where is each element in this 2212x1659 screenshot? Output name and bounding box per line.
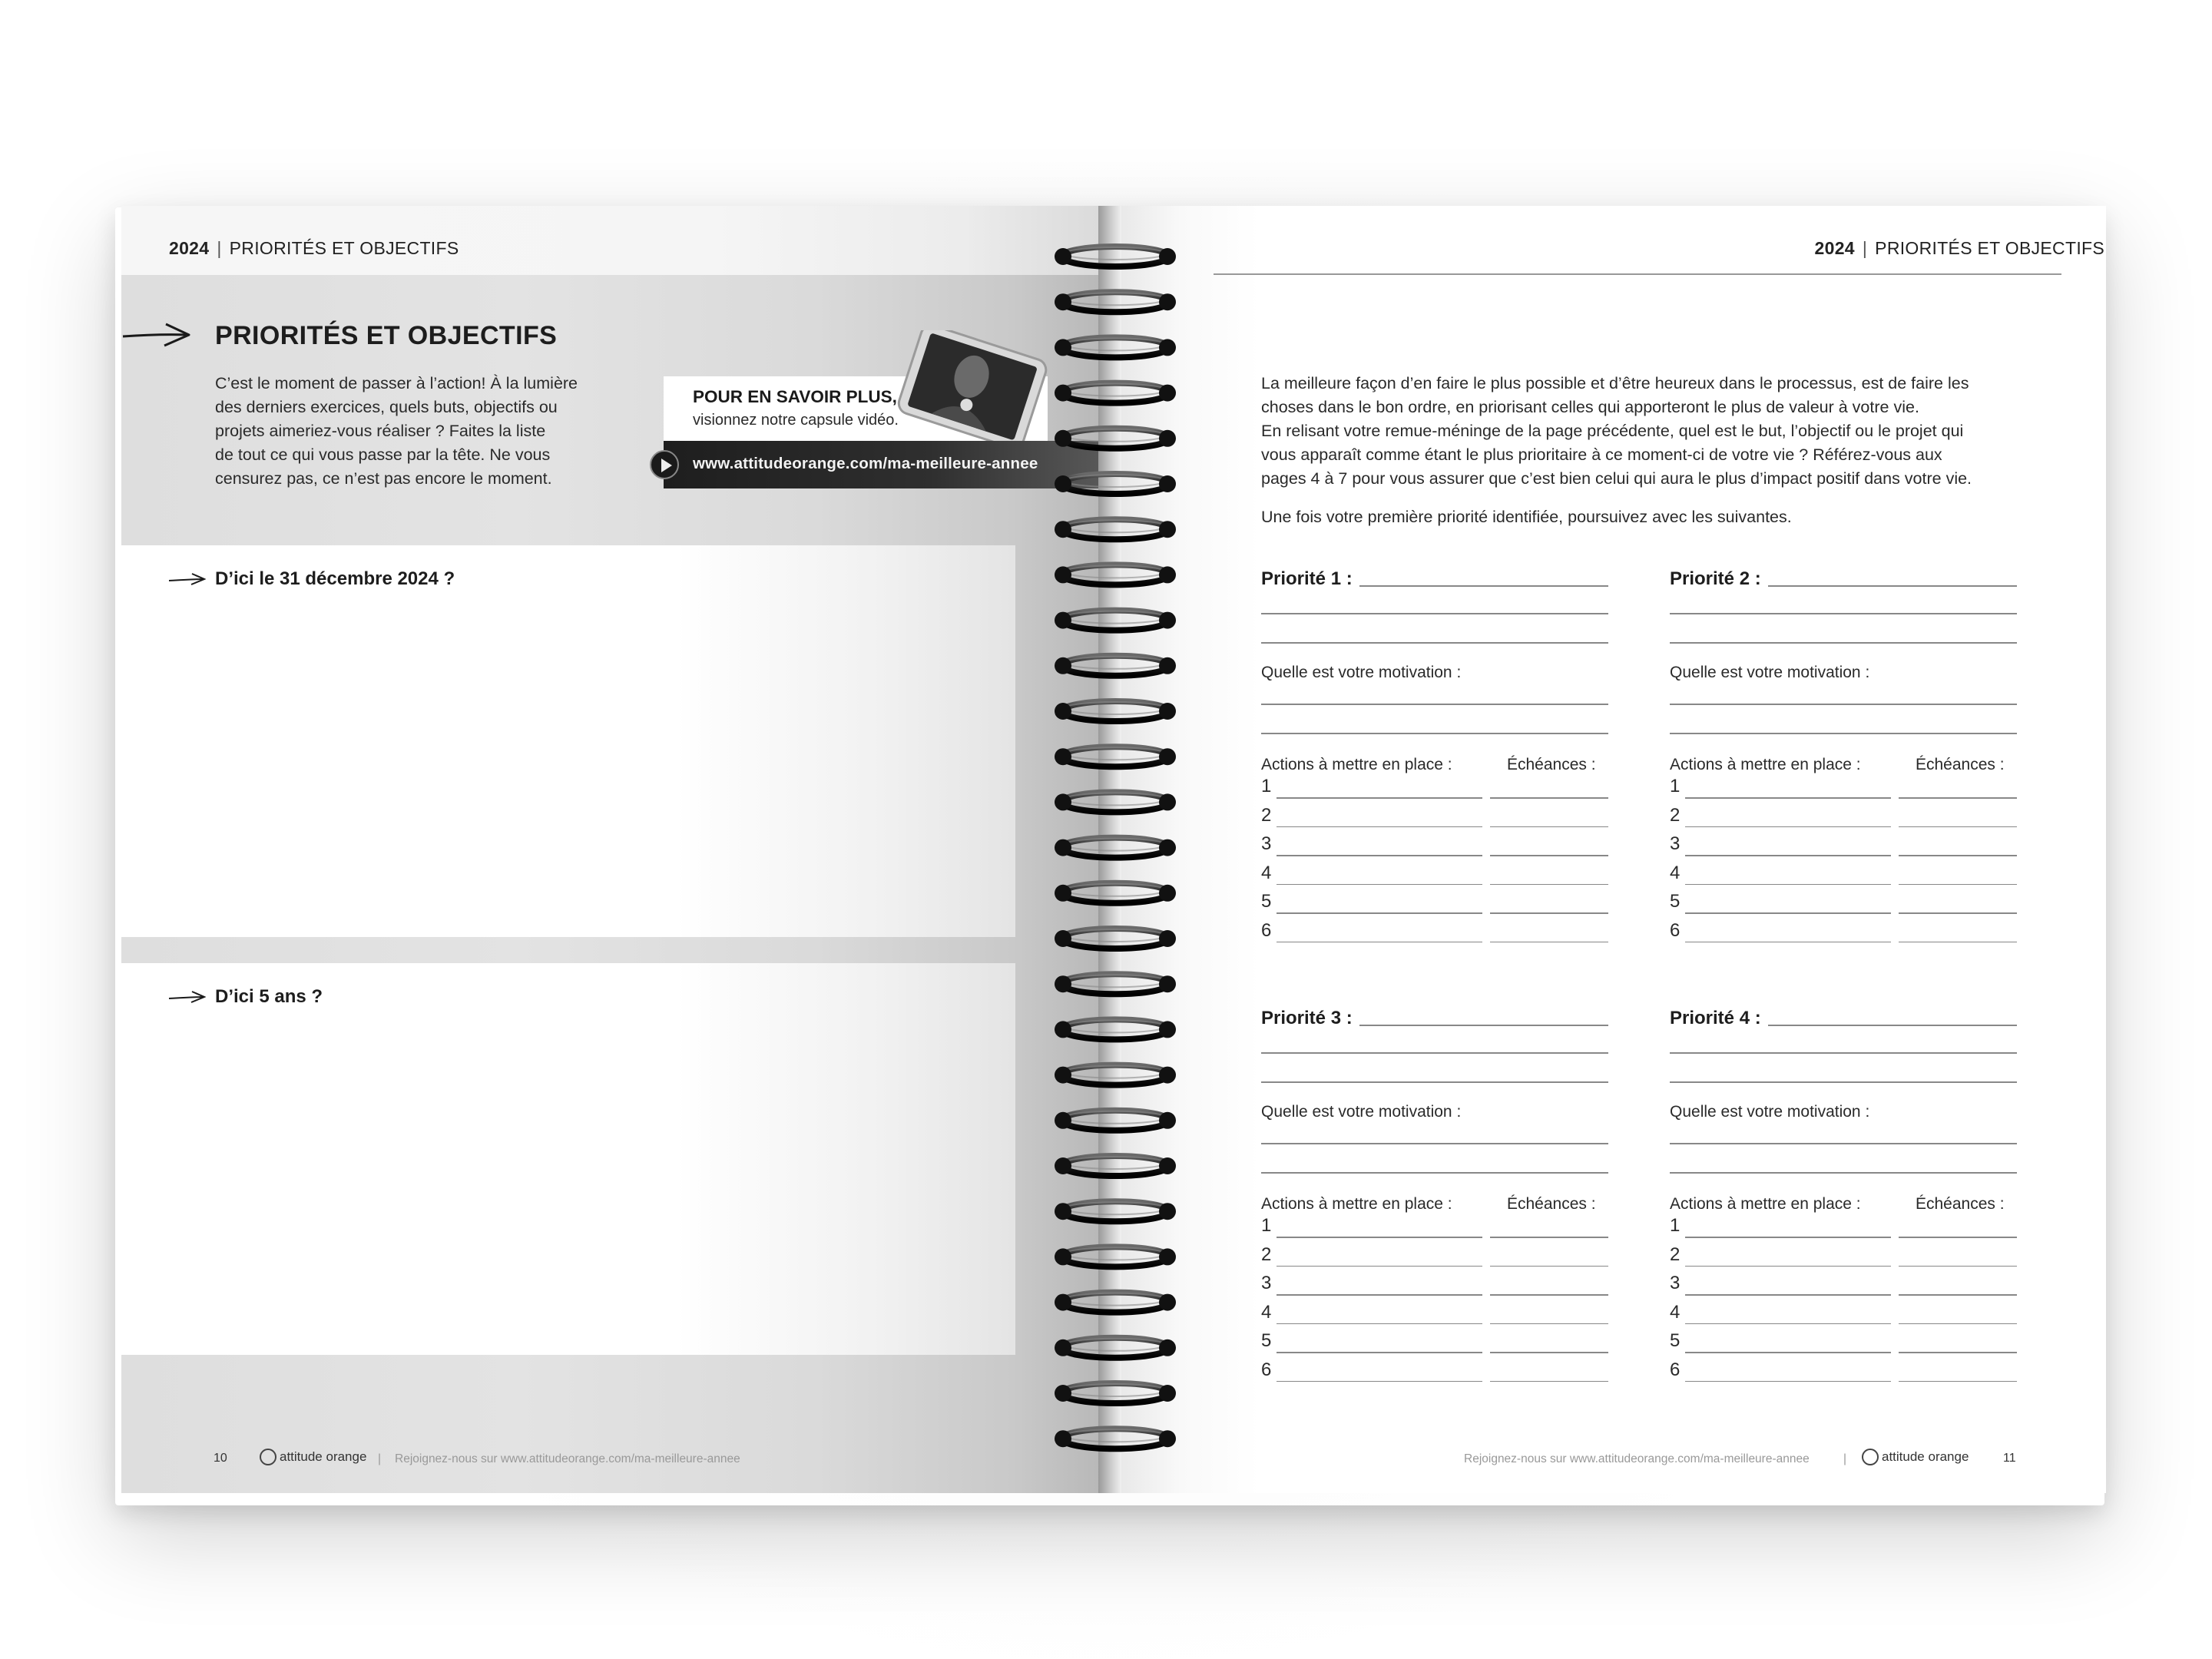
intro-line: des derniers exercices, quels buts, objectifs ou — [215, 398, 558, 416]
deadline-line[interactable] — [1490, 884, 1608, 886]
section-arrow-icon — [121, 321, 190, 349]
action-number: 4 — [1261, 862, 1272, 883]
deadline-line[interactable] — [1899, 1237, 2017, 1238]
action-line[interactable] — [1277, 855, 1482, 856]
deadline-line[interactable] — [1899, 942, 2017, 943]
action-line[interactable] — [1685, 912, 1891, 914]
header-section: PRIORITÉS ET OBJECTIFS — [1875, 238, 2104, 258]
logo-text: attitude orange — [1882, 1449, 1969, 1464]
action-line[interactable] — [1277, 912, 1482, 914]
motivation-line[interactable] — [1670, 1172, 2017, 1174]
deadline-line[interactable] — [1899, 912, 2017, 914]
logo-ring-icon — [260, 1449, 276, 1465]
action-line[interactable] — [1277, 826, 1482, 828]
action-number: 3 — [1670, 833, 1681, 854]
priority-answer-line[interactable] — [1768, 1025, 2017, 1026]
deadline-line[interactable] — [1899, 855, 2017, 856]
deadline-line[interactable] — [1490, 912, 1608, 914]
intro-paragraph — [215, 372, 614, 491]
deadline-line[interactable] — [1899, 1266, 2017, 1267]
motivation-label: Quelle est votre motivation : — [1261, 664, 1462, 681]
action-line[interactable] — [1277, 1237, 1482, 1238]
deadline-line[interactable] — [1490, 826, 1608, 828]
footer-separator-right: | — [1843, 1452, 1847, 1465]
priority-block-1 — [1261, 568, 1608, 998]
intro-line: C’est le moment de passer à l’action! À la lumière — [215, 374, 578, 392]
promo-subtitle: visionnez notre capsule vidéo. — [693, 412, 899, 429]
action-number: 5 — [1670, 891, 1681, 912]
action-line[interactable] — [1685, 942, 1891, 943]
priority-block-4 — [1670, 1008, 2017, 1438]
deadlines-label: Échéances : — [1507, 756, 1596, 773]
deadline-line[interactable] — [1490, 1266, 1608, 1267]
action-line[interactable] — [1685, 884, 1891, 886]
page-number-right: 11 — [2003, 1452, 2016, 1465]
action-number: 5 — [1670, 1330, 1681, 1351]
deadline-line[interactable] — [1490, 855, 1608, 856]
priority-answer-line[interactable] — [1670, 613, 2017, 614]
action-line[interactable] — [1277, 942, 1482, 943]
deadlines-label: Échéances : — [1507, 1195, 1596, 1213]
action-number: 5 — [1261, 891, 1272, 912]
priority-answer-line[interactable] — [1359, 585, 1608, 587]
question-2024: D’ici le 31 décembre 2024 ? — [215, 568, 455, 589]
promo-title: POUR EN SAVOIR PLUS, — [693, 387, 897, 406]
deadline-line[interactable] — [1490, 942, 1608, 943]
actions-label: Actions à mettre en place : — [1670, 756, 1861, 773]
action-line[interactable] — [1685, 1352, 1891, 1353]
motivation-line[interactable] — [1261, 704, 1608, 705]
brand-logo-right — [1862, 1449, 1969, 1465]
action-number: 2 — [1261, 1243, 1272, 1265]
paragraph-line: En relisant votre remue-méninge de la page précédente, quel est le but, l’objectif ou le projet qui — [1261, 422, 1964, 440]
priority-block-2 — [1670, 568, 2017, 998]
deadline-line[interactable] — [1490, 1323, 1608, 1325]
action-line[interactable] — [1685, 855, 1891, 856]
promo-url-link[interactable]: www.attitudeorange.com/ma-meilleure-annee — [693, 455, 1038, 472]
action-line[interactable] — [1685, 797, 1891, 799]
action-line[interactable] — [1277, 884, 1482, 886]
motivation-line[interactable] — [1261, 1172, 1608, 1174]
action-number: 1 — [1261, 776, 1272, 796]
intro-paragraph-right — [1261, 372, 2014, 491]
action-number: 1 — [1670, 776, 1681, 796]
logo-text: attitude orange — [280, 1449, 367, 1464]
header-section: PRIORITÉS ET OBJECTIFS — [229, 238, 459, 258]
header-year: 2024 — [169, 238, 210, 258]
action-line[interactable] — [1685, 1381, 1891, 1382]
page-number-left: 10 — [214, 1452, 227, 1465]
footer-link-left[interactable]: Rejoignez-nous sur www.attitudeorange.com/ma-meilleure-annee — [395, 1452, 740, 1465]
priority-answer-line[interactable] — [1261, 642, 1608, 644]
priority-answer-line[interactable] — [1359, 1025, 1608, 1026]
priority-answer-line[interactable] — [1670, 1052, 2017, 1054]
motivation-line[interactable] — [1670, 1143, 2017, 1144]
header-year: 2024 — [1814, 238, 1855, 258]
priority-title: Priorité 3 : — [1261, 1008, 1353, 1028]
header-rule — [1214, 273, 2061, 275]
action-number: 4 — [1670, 862, 1681, 883]
deadline-line[interactable] — [1490, 797, 1608, 799]
answer-box-5-years[interactable] — [121, 963, 1015, 1355]
priority-title: Priorité 2 : — [1670, 568, 1761, 589]
motivation-label: Quelle est votre motivation : — [1670, 664, 1870, 681]
priority-block-3 — [1261, 1008, 1608, 1438]
paragraph-line: La meilleure façon d’en faire le plus possible et d’être heureux dans le processus, est de faire les — [1261, 374, 1969, 392]
actions-label: Actions à mettre en place : — [1261, 1195, 1452, 1213]
deadline-line[interactable] — [1899, 1294, 2017, 1296]
deadline-line[interactable] — [1490, 1294, 1608, 1296]
actions-label: Actions à mettre en place : — [1261, 756, 1452, 773]
follow-up-paragraph: Une fois votre première priorité identifiée, poursuivez avec les suivantes. — [1261, 508, 1792, 526]
action-line[interactable] — [1277, 1294, 1482, 1296]
left-running-header — [169, 238, 459, 259]
motivation-line[interactable] — [1261, 1143, 1608, 1144]
action-line[interactable] — [1685, 1294, 1891, 1296]
action-number: 6 — [1261, 1359, 1272, 1380]
deadline-line[interactable] — [1490, 1352, 1608, 1353]
action-number: 2 — [1261, 804, 1272, 826]
priority-answer-line[interactable] — [1261, 1081, 1608, 1083]
header-separator: | — [217, 238, 222, 258]
logo-ring-icon — [1862, 1449, 1879, 1465]
answer-box-2024[interactable] — [121, 545, 1015, 937]
deadline-line[interactable] — [1490, 1237, 1608, 1238]
action-number: 1 — [1670, 1215, 1681, 1236]
action-line[interactable] — [1685, 1266, 1891, 1267]
priority-answer-line[interactable] — [1768, 585, 2017, 587]
paragraph-line: choses dans le bon ordre, en priorisant celles qui apporteront le plus de valeur à votre vie. — [1261, 398, 1919, 416]
deadline-line[interactable] — [1490, 1381, 1608, 1382]
deadline-line[interactable] — [1899, 884, 2017, 886]
action-line[interactable] — [1277, 1381, 1482, 1382]
priority-answer-line[interactable] — [1670, 642, 2017, 644]
intro-line: censurez pas, ce n’est pas encore le moment. — [215, 469, 552, 488]
deadlines-label: Échéances : — [1916, 756, 2005, 773]
action-line[interactable] — [1685, 826, 1891, 828]
footer-link-right[interactable]: Rejoignez-nous sur www.attitudeorange.com/ma-meilleure-annee — [1464, 1452, 1810, 1465]
deadline-line[interactable] — [1899, 826, 2017, 828]
motivation-line[interactable] — [1670, 704, 2017, 705]
question-arrow-icon — [167, 571, 206, 587]
question-arrow-icon — [167, 989, 206, 1005]
priority-title: Priorité 1 : — [1261, 568, 1353, 589]
action-number: 3 — [1670, 1273, 1681, 1293]
play-icon[interactable] — [650, 450, 679, 479]
priority-answer-line[interactable] — [1261, 1052, 1608, 1054]
action-line[interactable] — [1277, 1266, 1482, 1267]
action-number: 6 — [1670, 919, 1681, 941]
paragraph-line: vous apparaît comme étant le plus prioritaire à ce moment-ci de votre vie ? Référez-vous aux — [1261, 445, 1942, 464]
motivation-line[interactable] — [1261, 733, 1608, 734]
intro-line: projets aimeriez-vous réaliser ? Faites la liste — [215, 422, 546, 440]
actions-label: Actions à mettre en place : — [1670, 1195, 1861, 1213]
action-line[interactable] — [1685, 1237, 1891, 1238]
action-number: 1 — [1261, 1215, 1272, 1236]
action-number: 6 — [1670, 1359, 1681, 1380]
question-5-years: D’ici 5 ans ? — [215, 986, 323, 1007]
deadline-line[interactable] — [1899, 797, 2017, 799]
right-running-header — [1815, 238, 2104, 259]
action-number: 5 — [1261, 1330, 1272, 1351]
action-number: 6 — [1261, 919, 1272, 941]
priority-title: Priorité 4 : — [1670, 1008, 1761, 1028]
page-title: PRIORITÉS ET OBJECTIFS — [215, 321, 558, 350]
brand-logo-left — [260, 1449, 366, 1465]
priority-answer-line[interactable] — [1670, 1081, 2017, 1083]
footer-separator-left: | — [378, 1452, 382, 1465]
deadline-line[interactable] — [1899, 1381, 2017, 1382]
deadline-line[interactable] — [1899, 1352, 2017, 1353]
intro-line: de tout ce qui vous passe par la tête. Ne vous — [215, 445, 551, 464]
action-line[interactable] — [1277, 1323, 1482, 1325]
priority-answer-line[interactable] — [1261, 613, 1608, 614]
action-number: 3 — [1261, 833, 1272, 854]
motivation-label: Quelle est votre motivation : — [1261, 1103, 1462, 1121]
action-line[interactable] — [1277, 1352, 1482, 1353]
header-separator: | — [1862, 238, 1868, 258]
action-number: 2 — [1670, 804, 1681, 826]
paragraph-line: pages 4 à 7 pour vous assurer que c’est bien celui qui aura le plus d’impact positif dans votre vie. — [1261, 469, 1972, 488]
motivation-label: Quelle est votre motivation : — [1670, 1103, 1870, 1121]
action-number: 3 — [1261, 1273, 1272, 1293]
action-line[interactable] — [1277, 797, 1482, 799]
action-line[interactable] — [1685, 1323, 1891, 1325]
motivation-line[interactable] — [1670, 733, 2017, 734]
action-number: 4 — [1261, 1301, 1272, 1323]
deadline-line[interactable] — [1899, 1323, 2017, 1325]
deadlines-label: Échéances : — [1916, 1195, 2005, 1213]
action-number: 2 — [1670, 1243, 1681, 1265]
action-number: 4 — [1670, 1301, 1681, 1323]
